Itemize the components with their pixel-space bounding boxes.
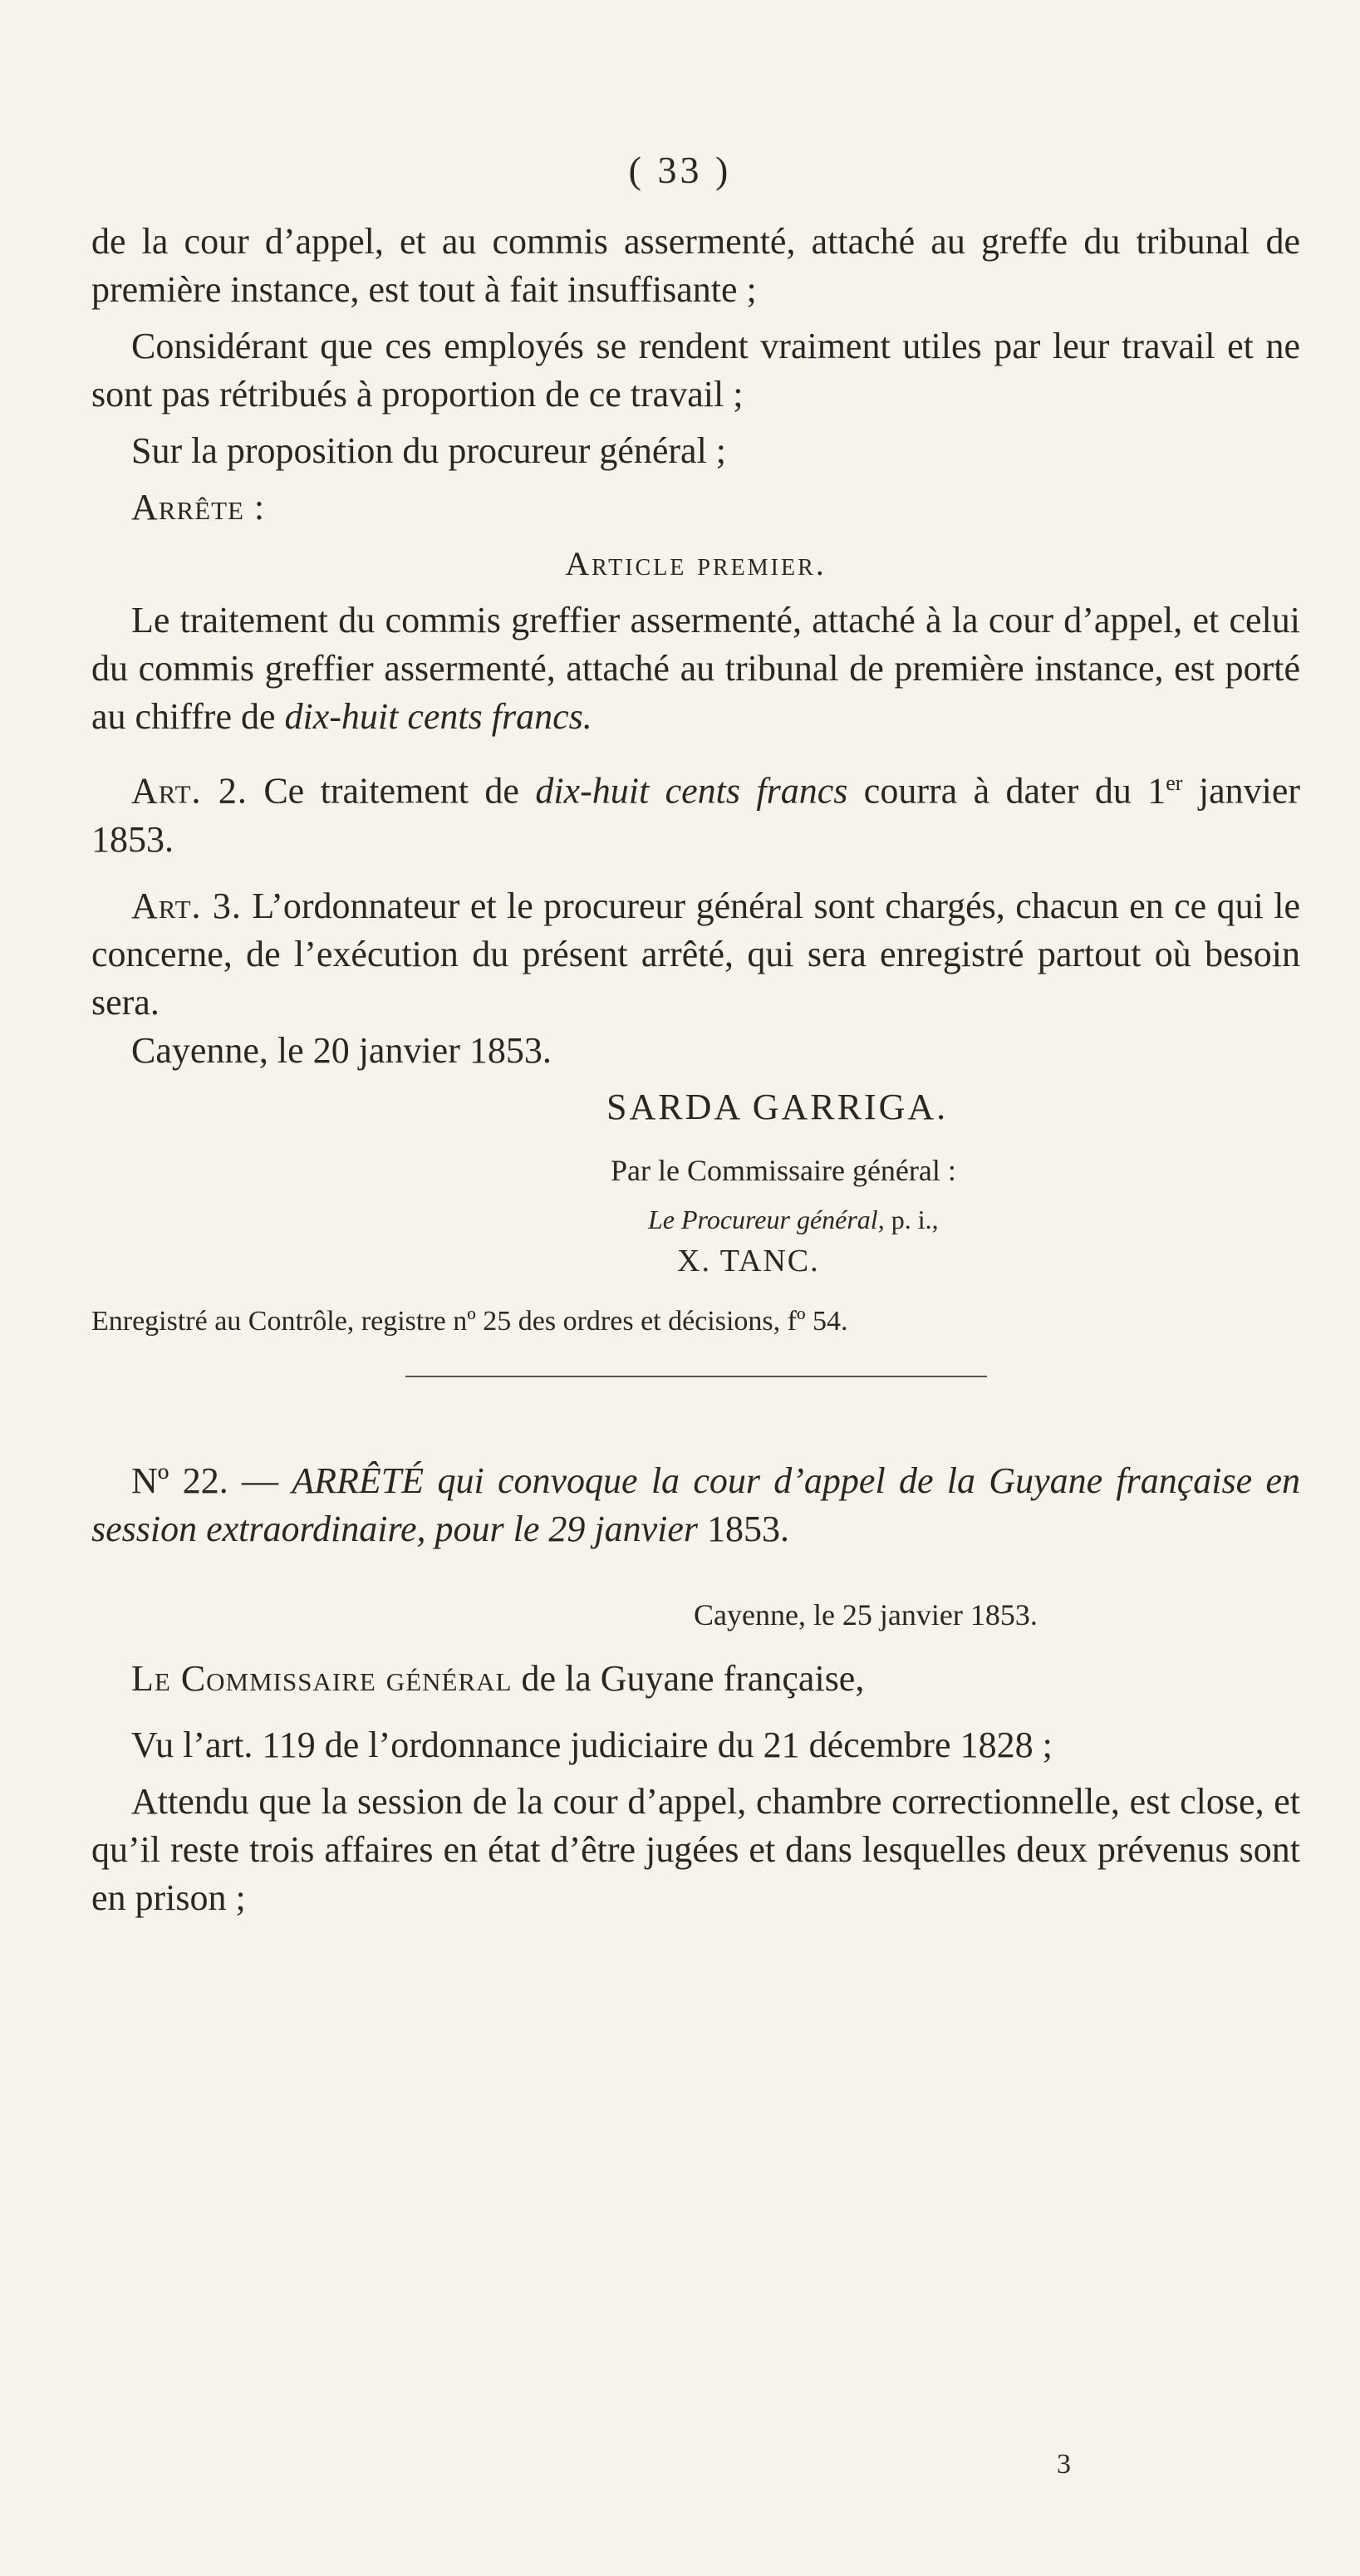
decree-title-text: ARRÊTÉ qui convoque la cour d’appel de la Guyane française en session extraordinaire, pour le 29 janvier <box>91 1460 1301 1549</box>
article-1-text: Le traitement du commis greffier assermenté, attaché à la cour d’appel, et celui du commis greffier assermenté, attaché au tribunal de première instance, est porté au chiffre de <box>91 600 1300 737</box>
article-3-text: L’ordonnateur et le procureur général sont chargés, chacun en ce qui le concerne, de l’exécution du présent arrêté, qui sera enregistré partout où besoin sera. <box>91 885 1300 1023</box>
body-text <box>91 218 1300 1922</box>
article-1-amount: dix-huit cents francs. <box>284 696 592 737</box>
paragraph-attendu: Attendu que la session de la cour d’appel, chambre correctionnelle, est close, et qu’il reste trois affaires en état d’être jugées et dans lesquelles deux prévenus sont en prison ; <box>91 1780 1300 1918</box>
paragraph-vu: Vu l’art. 119 de l’ordonnance judiciaire du 21 décembre 1828 ; <box>131 1724 1053 1765</box>
paragraph-considerant: Considérant que ces employés se rendent vraiment utiles par leur travail et ne sont pas rétribués à proportion de ce travail ; <box>91 326 1300 415</box>
commissaire-label: Le Commissaire général <box>131 1657 513 1699</box>
article-2-text-c: courra à dater du 1 <box>847 770 1166 812</box>
procureur-general <box>648 1200 1300 1239</box>
par-commissaire: Par le Commissaire général : <box>611 1153 956 1187</box>
decree-date: Cayenne, le 25 janvier 1853. <box>694 1597 1038 1631</box>
article-2-label: Art. 2. <box>131 770 248 812</box>
registration-note: Enregistré au Contrôle, registre nº 25 des ordres et décisions, fº 54. <box>91 1305 848 1337</box>
procureur-title: Le Procureur général, <box>648 1204 885 1234</box>
procureur-pi: p. i., <box>884 1204 939 1234</box>
article-3-label: Art. 3. <box>131 885 242 926</box>
paragraph-commissaire <box>91 1655 1300 1703</box>
page-number: ( 33 ) <box>628 149 732 191</box>
place-date: Cayenne, le 20 janvier 1853. <box>131 1029 552 1071</box>
article-heading: Article premier. <box>565 545 827 582</box>
decree-title <box>91 1457 1300 1553</box>
article-2-text-a: Ce traitement de <box>247 770 536 812</box>
paragraph-proposition: Sur la proposition du procureur général ; <box>131 430 727 471</box>
signature-mark: 3 <box>1057 2449 1071 2480</box>
paragraph-intro: de la cour d’appel, et au commis assermenté, attaché au greffe du tribunal de première instance, est tout à fait insuffisante ; <box>91 221 1300 310</box>
paragraph-article-1 <box>91 596 1300 741</box>
decree-year: 1853. <box>698 1508 789 1549</box>
article-2-superscript: er <box>1166 771 1183 795</box>
decree-number: Nº 22. — <box>131 1460 292 1501</box>
paragraph-article-2 <box>91 759 1300 864</box>
signature-tanc: X. TANC. <box>677 1243 820 1278</box>
signature-sarda-garriga: SARDA GARRIGA. <box>606 1086 949 1127</box>
article-2-amount: dix-huit cents francs <box>535 770 848 812</box>
paragraph-article-3 <box>91 882 1300 1027</box>
arrete-label: Arrête : <box>131 487 266 527</box>
commissaire-rest: de la Guyane française, <box>512 1657 865 1699</box>
article-2-text-d: janvier 1853. <box>91 770 1301 860</box>
